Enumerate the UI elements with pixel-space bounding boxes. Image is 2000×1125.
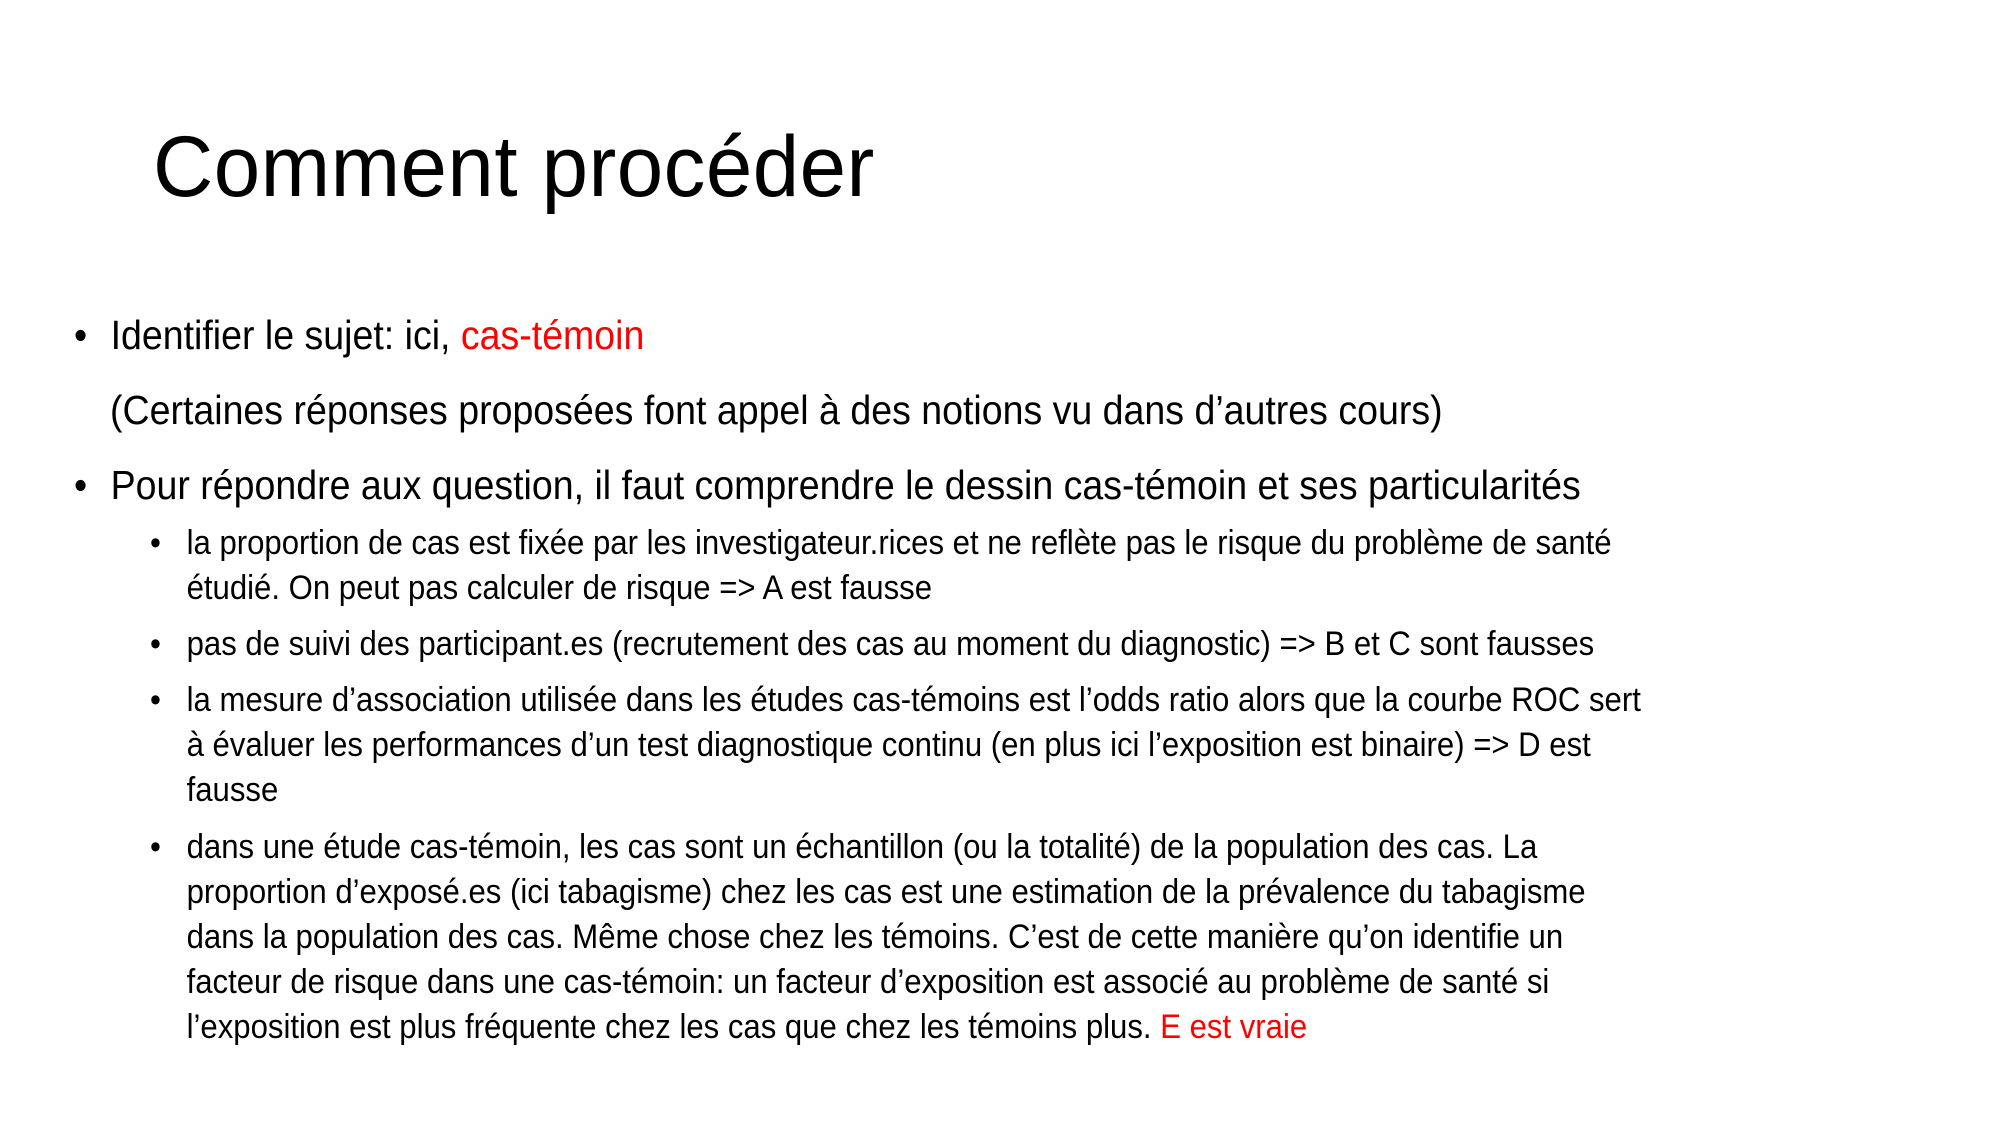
sub-bullet-line: fausse <box>186 771 279 809</box>
sub-bullet-line: proportion d’exposé.es (ici tabagisme) chez les cas est une estimation de la prévalence du tabagisme <box>186 873 1586 911</box>
sub-bullet-dot-icon: • <box>150 625 161 663</box>
sub-bullet-line: étudié. On peut pas calculer de risque => A est fausse <box>186 569 932 607</box>
sub-bullet-d <box>150 678 1916 813</box>
sub-bullet-line-text: l’exposition est plus fréquente chez les cas que chez les témoins plus. <box>186 1008 1161 1046</box>
sub-bullet-e <box>150 825 1916 1050</box>
sub-bullet-bc <box>150 622 1916 667</box>
sub-bullet-line: la mesure d’association utilisée dans les études cas-témoins est l’odds ratio alors que la courbe ROC sert <box>186 681 1641 719</box>
bullet-dot-icon: • <box>74 312 88 358</box>
sub-bullet-line: dans une étude cas-témoin, les cas sont un échantillon (ou la totalité) de la population des cas. La <box>186 828 1538 866</box>
bullet-text: Pour répondre aux question, il faut comprendre le dessin cas-témoin et ses particularités <box>110 462 1581 508</box>
note-other-courses: (Certaines réponses proposées font appel à des notions vu dans d’autres cours) <box>110 387 1443 433</box>
sub-bullet-last-line <box>187 1005 1916 1050</box>
sub-bullet-a <box>150 521 1916 611</box>
highlight-cas-temoin: cas-témoin <box>460 312 645 358</box>
sub-bullet-line: la proportion de cas est fixée par les investigateur.rices et ne reflète pas le risque du problème de santé <box>186 524 1612 562</box>
sub-bullet-dot-icon: • <box>150 681 161 719</box>
sub-bullet-dot-icon: • <box>150 828 161 866</box>
sub-bullet-dot-icon: • <box>150 524 161 562</box>
bullet-dot-icon: • <box>74 462 88 508</box>
sub-bullet-line: à évaluer les performances d’un test diagnostique continu (en plus ici l’exposition est binaire) => D est <box>186 726 1591 764</box>
slide-title: Comment procéder <box>153 119 875 215</box>
sub-bullet-line: dans la population des cas. Même chose chez les témoins. C’est de cette manière qu’on identifie un <box>186 918 1564 956</box>
sub-bullet-line: pas de suivi des participant.es (recrutement des cas au moment du diagnostic) => B et C sont fausses <box>186 625 1595 663</box>
bullet-text: Identifier le sujet: ici, <box>110 312 461 358</box>
bullet-understand-design <box>74 459 1581 511</box>
highlight-e-est-vraie: E est vraie <box>1160 1008 1308 1046</box>
sub-bullet-line: facteur de risque dans une cas-témoin: un facteur d’exposition est associé au problème de santé si <box>186 963 1550 1001</box>
bullet-identify-subject <box>74 309 644 361</box>
